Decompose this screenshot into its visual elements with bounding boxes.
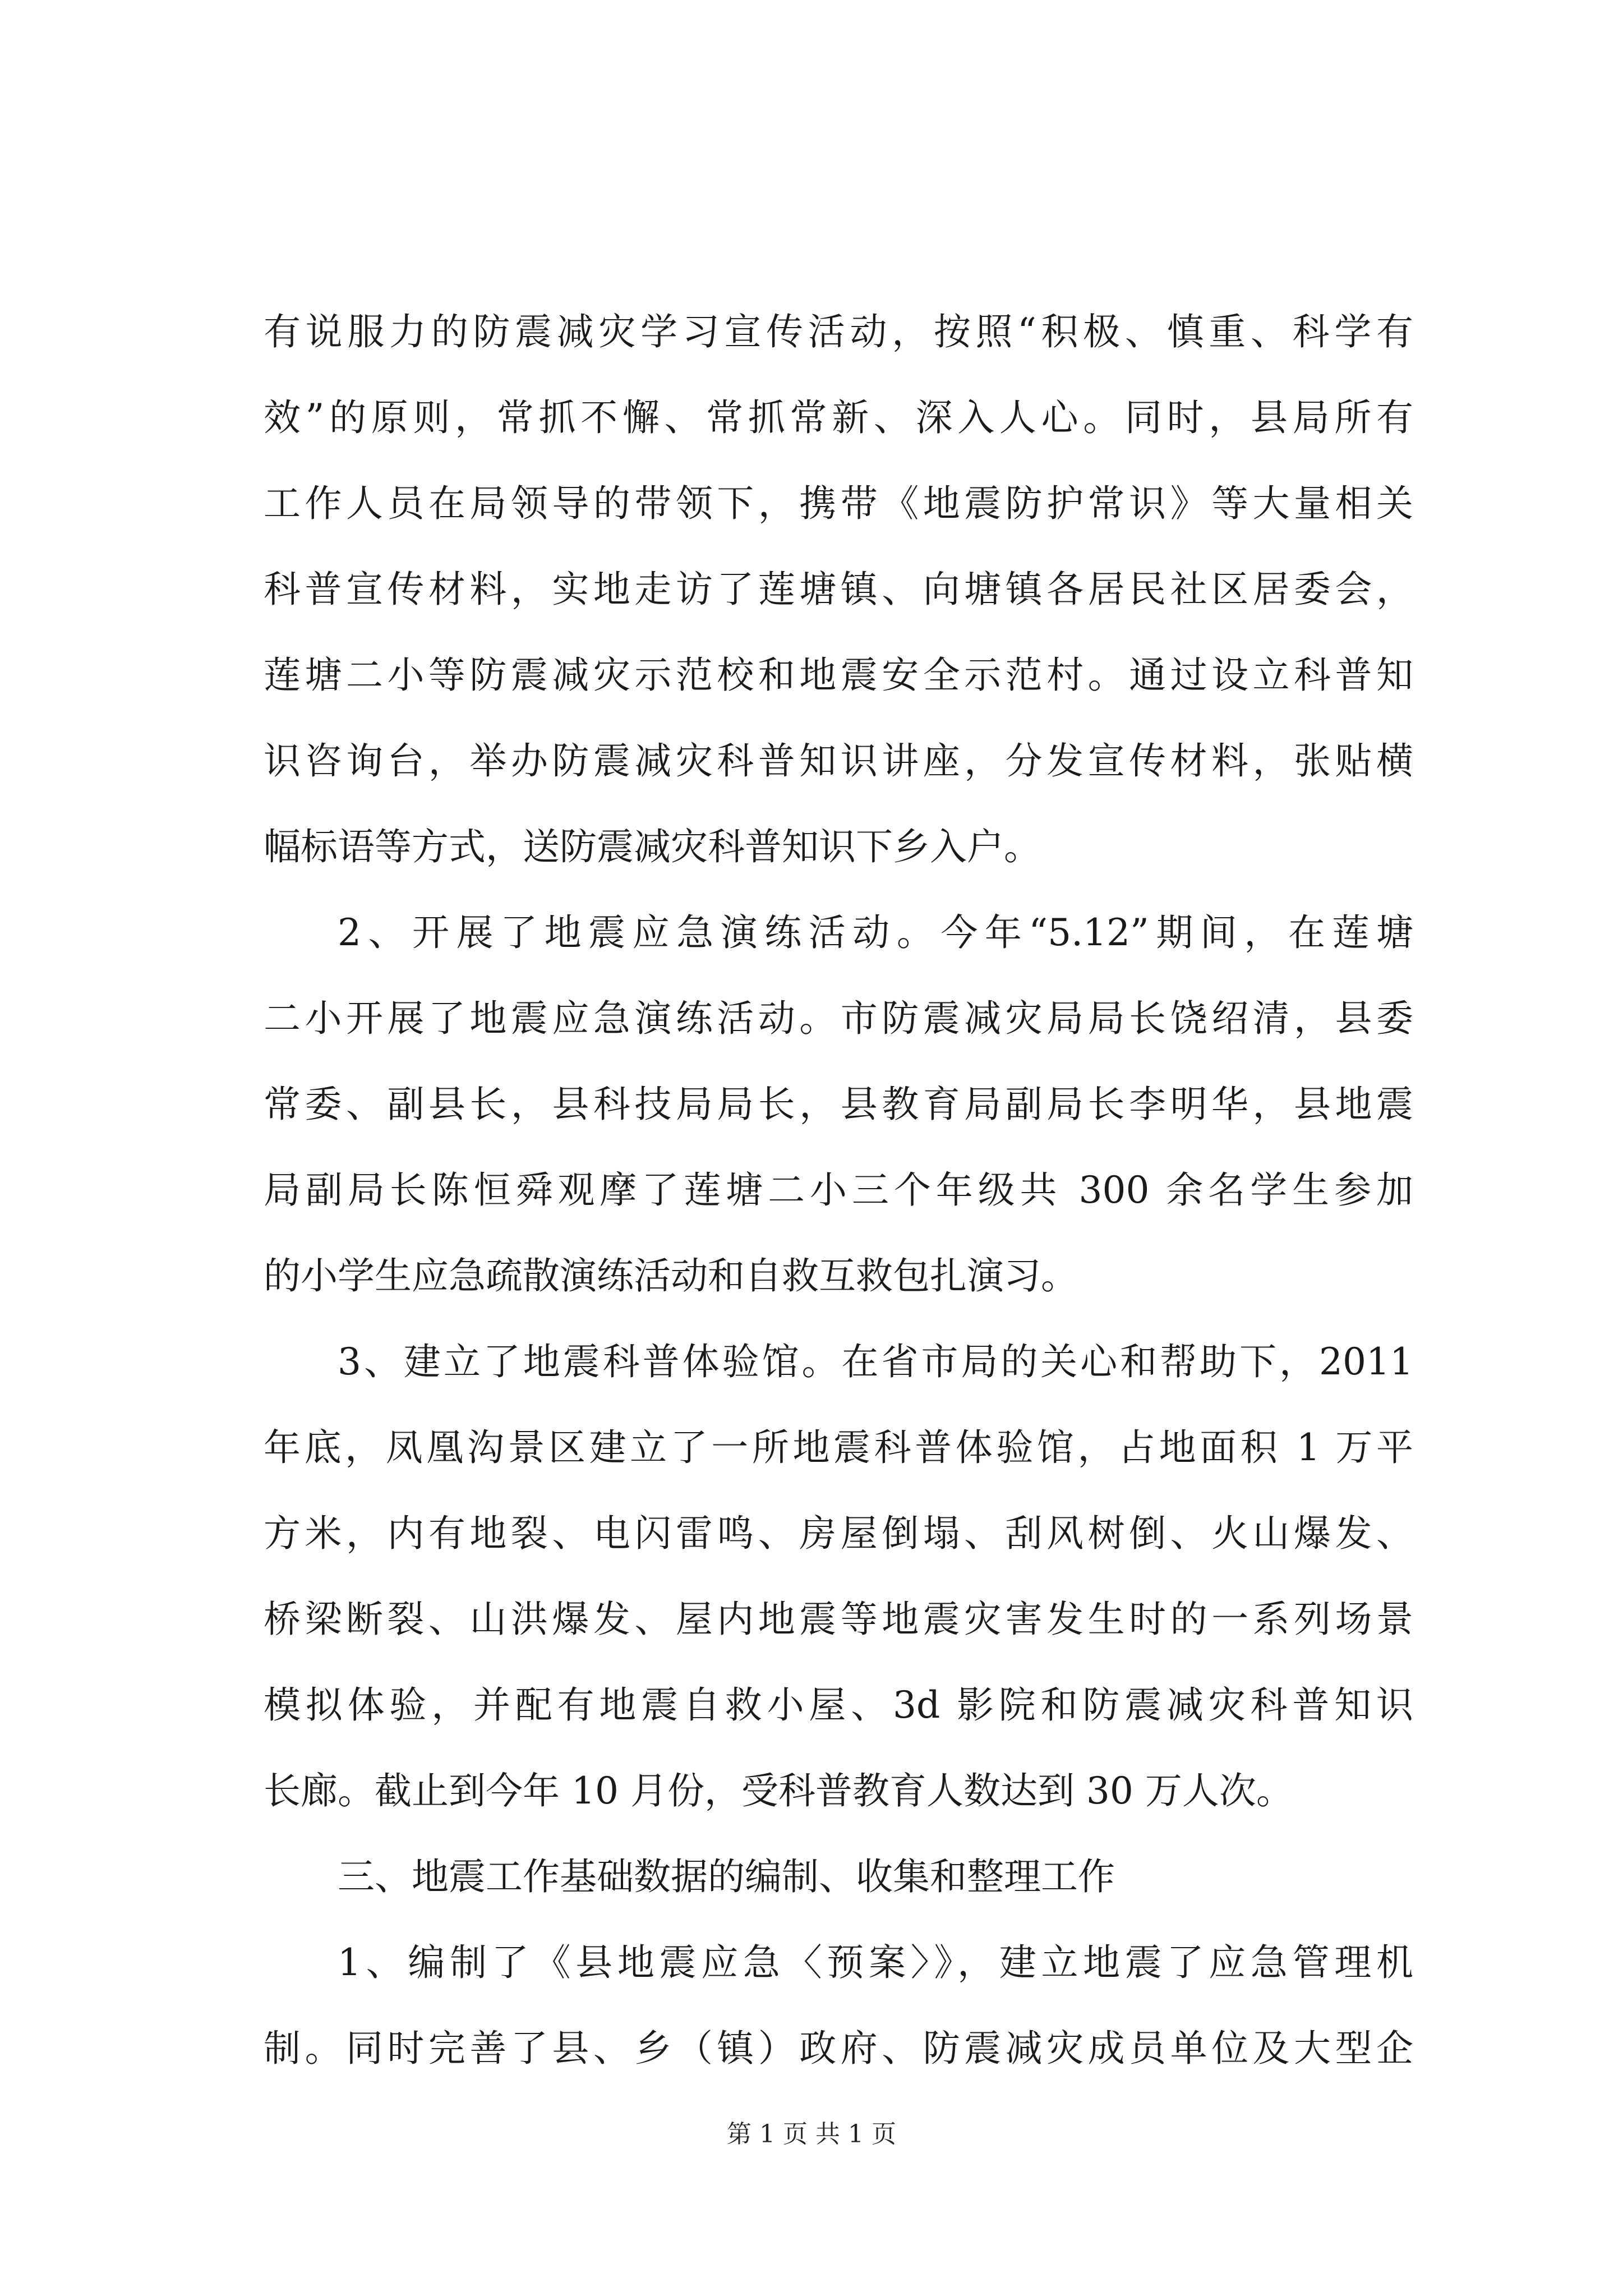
paragraph-start-line: 1、编制了《县地震应急〈预案〉》，建立地震了应急管理机 (338, 1941, 1413, 1984)
text-line: 幅标语等方式，送防震减灾科普知识下乡入户。 (264, 825, 1041, 868)
text-line: 局副局长陈恒舜观摩了莲塘二小三个年级共 300 余名学生参加 (264, 1168, 1413, 1212)
text-line: 常委、副县长，县科技局局长，县教育局副局长李明华，县地震 (264, 1083, 1413, 1126)
paragraph-start-line: 3、建立了地震科普体验馆。在省市局的关心和帮助下，2011 (338, 1340, 1413, 1383)
text-line: 有说服力的防震减灾学习宣传活动，按照“积极、慎重、科学有 (264, 310, 1413, 353)
text-line: 工作人员在局领导的带领下，携带《地震防护常识》等大量相关 (264, 482, 1413, 525)
text-line: 识咨询台，举办防震减灾科普知识讲座，分发宣传材料，张贴横 (264, 739, 1413, 783)
text-line: 莲塘二小等防震减灾示范校和地震安全示范村。通过设立科普知 (264, 654, 1413, 697)
text-line: 模拟体验，并配有地震自救小屋、3d 影院和防震减灾科普知识 (264, 1683, 1413, 1727)
page-footer: 第 1 页 共 1 页 (727, 2120, 896, 2148)
text-line: 效”的原则，常抓不懈、常抓常新、深入人心。同时，县局所有 (264, 396, 1413, 439)
text-line: 长廊。截止到今年 10 月份，受科普教育人数达到 30 万人次。 (264, 1769, 1293, 1812)
text-line: 年底，凤凰沟景区建立了一所地震科普体验馆，占地面积 1 万平 (264, 1426, 1413, 1469)
text-line: 方米，内有地裂、电闪雷鸣、房屋倒塌、刮风树倒、火山爆发、 (264, 1512, 1413, 1555)
paragraph-start-line: 2、开展了地震应急演练活动。今年“5.12”期间，在莲塘 (338, 911, 1413, 954)
text-line: 制。同时完善了县、乡（镇）政府、防震减灾成员单位及大型企 (264, 2027, 1413, 2070)
text-line: 桥梁断裂、山洪爆发、屋内地震等地震灾害发生时的一系列场景 (264, 1598, 1413, 1641)
text-line: 的小学生应急疏散演练活动和自救互救包扎演习。 (264, 1254, 1078, 1297)
text-line: 二小开展了地震应急演练活动。市防震减灾局局长饶绍清，县委 (264, 997, 1413, 1040)
text-line: 科普宣传材料，实地走访了莲塘镇、向塘镇各居民社区居委会， (264, 568, 1413, 611)
section-heading: 三、地震工作基础数据的编制、收集和整理工作 (338, 1855, 1115, 1898)
document-body (264, 289, 1413, 2091)
